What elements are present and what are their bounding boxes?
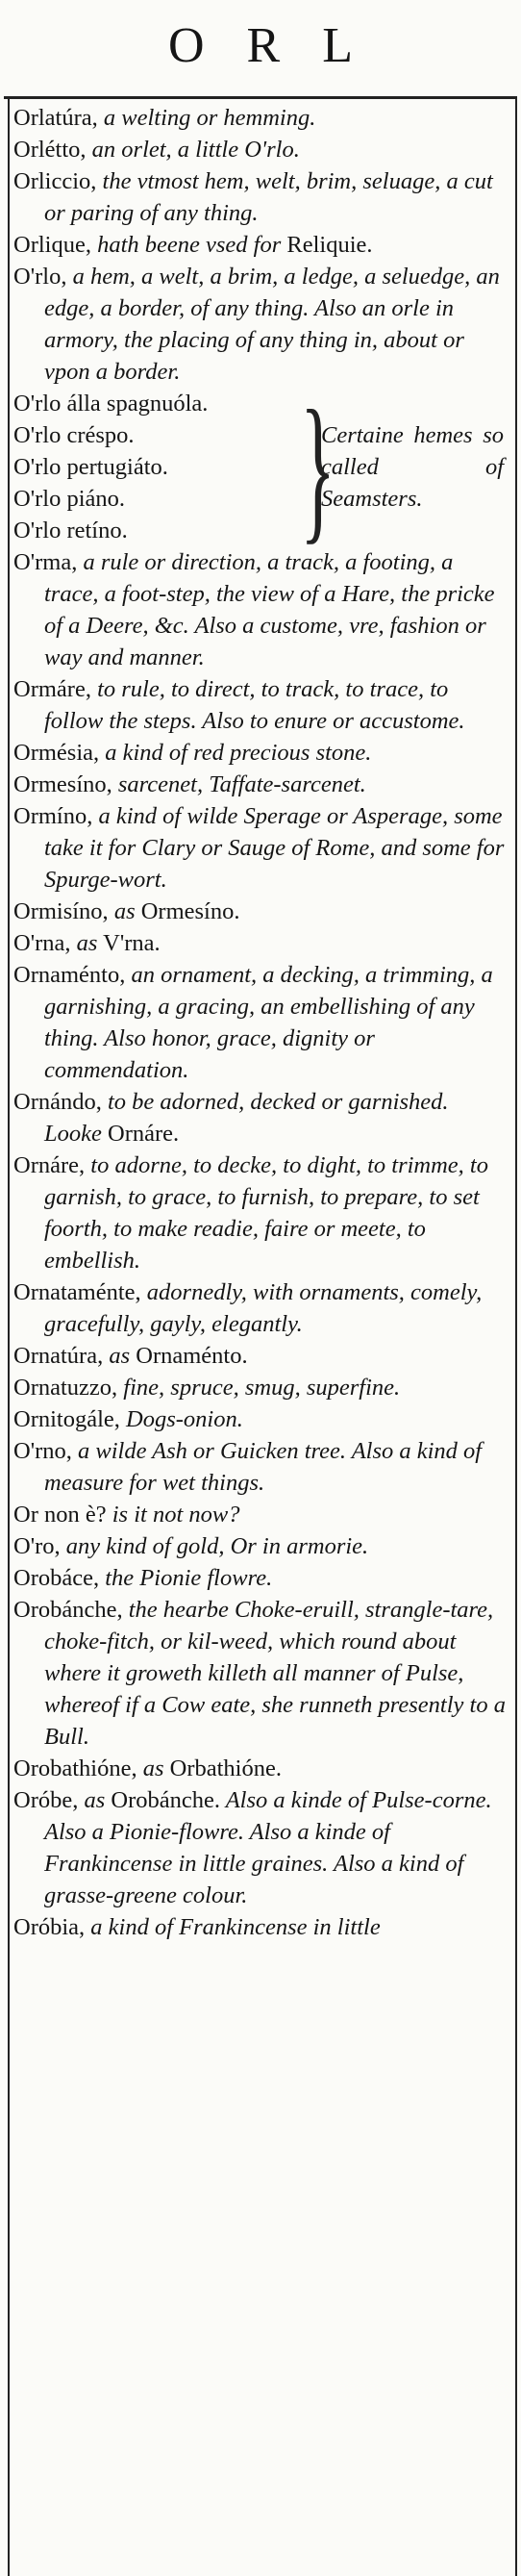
headword: Orlique, <box>13 232 91 258</box>
headword: O'rna, <box>13 930 71 956</box>
dictionary-entry <box>13 1403 509 1435</box>
dictionary-entry <box>13 1753 509 1784</box>
definition-text: Ornaménto. <box>130 1343 248 1369</box>
definition-text: an ornament, a decking, a trimming, a garnishing, a gracing, an embellishing of any thing. Also honor, grace, dignity or commendation. <box>44 962 493 1083</box>
definition-text: an orlet, a little O'rlo. <box>91 137 300 163</box>
definition-text: as <box>76 930 98 956</box>
headword: O'ro, <box>13 1533 61 1559</box>
dictionary-entry <box>13 229 509 261</box>
headword: Orobáce, <box>13 1565 100 1591</box>
dictionary-entry <box>13 1499 509 1530</box>
entry-list <box>13 546 509 1943</box>
definition-text: a kind of Frankincense in little <box>90 1914 381 1940</box>
top-rule <box>4 96 517 99</box>
headword: O'rlo, <box>13 264 67 290</box>
page-header <box>0 0 521 96</box>
headword: Orobánche, <box>13 1597 123 1623</box>
headword: Ornándo, <box>13 1089 102 1115</box>
headword: O'rno, <box>13 1438 72 1464</box>
definition-text: a rule or direction, a track, a footing, a trace, a foot-step, the view of a Hare, the pricke of a Deere, &c. Also a custome, vre, fashion or way and manner. <box>44 549 495 670</box>
dictionary-entry <box>13 1530 509 1562</box>
dictionary-entry <box>13 1149 509 1276</box>
headword: Or non è? <box>13 1502 107 1528</box>
dictionary-entry <box>13 737 509 769</box>
dictionary-entry <box>13 1594 509 1753</box>
definition-text: Also a kinde of Pulse-corne. Also a Pionie-flowre. Also a kinde of Frankincense in little graines. Also a kind of grasse-greene colour. <box>44 1787 492 1908</box>
headword: Ormisíno, <box>13 898 109 924</box>
definition-text: Reliquie. <box>281 232 373 258</box>
definition-text: as <box>84 1787 106 1813</box>
definition-text: V'rna. <box>97 930 161 956</box>
definition-text: the hearbe Choke-eruill, strangle-tare, choke-fitch, or kil-weed, which round about where it groweth killeth all manner of Pulse, whereof if a Cow eate, she runneth presently to a Bull. <box>44 1597 506 1750</box>
headword: Ormíno, <box>13 803 93 829</box>
dictionary-entry <box>13 1784 509 1911</box>
definition-text: to rule, to direct, to track, to trace, to follow the steps. Also to enure or accustome. <box>44 676 465 734</box>
left-rule <box>8 96 10 2576</box>
definition-text: the vtmost hem, welt, brim, seluage, a cut or paring of any thing. <box>44 168 493 226</box>
headword: Ornáre, <box>13 1152 86 1178</box>
definition-text: Orobánche. <box>105 1787 221 1813</box>
headword: Orliccio, <box>13 168 97 194</box>
definition-text: a wilde Ash or Guicken tree. Also a kind of measure for wet things. <box>44 1438 483 1496</box>
dictionary-entry <box>13 165 509 229</box>
definition-text: sarcenet, Taffate-sarcenet. <box>117 771 366 797</box>
group-word: O'rlo pertugiáto. <box>13 454 168 480</box>
definition-text: Orbathióne. <box>163 1755 282 1781</box>
group-word: O'rlo álla spagnuóla. <box>13 391 209 417</box>
dictionary-entry <box>13 769 509 800</box>
headword: Ornatuzzo, <box>13 1375 118 1401</box>
dictionary-entry <box>13 102 509 134</box>
definition-text: the Pionie flowre. <box>105 1565 273 1591</box>
definition-text: adornedly, with ornaments, comely, gracefully, gayly, elegantly. <box>44 1279 483 1337</box>
entry-list <box>13 102 509 388</box>
dictionary-entry <box>13 1911 509 1943</box>
dictionary-entry <box>13 1340 509 1372</box>
definition-text: fine, spruce, smug, superfine. <box>123 1375 401 1401</box>
group-note: Certaine hemes so called of Seamsters. <box>321 422 504 512</box>
dictionary-entry <box>13 673 509 737</box>
definition-text: as <box>142 1755 164 1781</box>
definition-text: a hem, a welt, a brim, a ledge, a seluedge, an edge, a border, of any thing. Also an orle in armory, the placing of any thing in, about or vpon a border. <box>44 264 500 385</box>
group-word: O'rlo créspo. <box>13 422 135 448</box>
dictionary-entry <box>13 1086 509 1149</box>
running-head: ORL <box>168 18 395 73</box>
definition-text: Ornáre. <box>101 1121 180 1147</box>
headword: Ornaménto, <box>13 962 126 988</box>
definition-text: any kind of gold, Or in armorie. <box>65 1533 369 1559</box>
definition-text: to adorne, to decke, to dight, to trimme, to garnish, to grace, to furnish, to prepare, to set foorth, to make readie, faire or meete, to embellish. <box>44 1152 488 1274</box>
definition-text: is it not now? <box>112 1502 240 1528</box>
dictionary-entry <box>13 1276 509 1340</box>
definition-text: Ormesíno. <box>135 898 240 924</box>
right-rule <box>515 96 517 2576</box>
headword: Oróbia, <box>13 1914 86 1940</box>
dictionary-entry <box>13 134 509 165</box>
dictionary-column <box>13 102 509 1943</box>
headword: Ormáre, <box>13 676 91 702</box>
dictionary-entry <box>13 1562 509 1594</box>
headword: Orobathióne, <box>13 1755 137 1781</box>
definition-text: as <box>113 898 136 924</box>
group-word: O'rlo piáno. <box>13 486 126 512</box>
headword: Ornatúra, <box>13 1343 104 1369</box>
hem-group-words <box>13 388 292 546</box>
headword: Oróbe, <box>13 1787 79 1813</box>
dictionary-entry <box>13 261 509 388</box>
headword: Orlétto, <box>13 137 87 163</box>
headword: Ormesíno, <box>13 771 112 797</box>
definition-text: to be adorned, decked or garnished. Looke <box>44 1089 449 1147</box>
definition-text: as <box>109 1343 131 1369</box>
brace: } <box>300 376 335 558</box>
headword: Orlatúra, <box>13 105 98 131</box>
dictionary-entry <box>13 927 509 959</box>
dictionary-entry <box>13 546 509 673</box>
group-word: O'rlo retíno. <box>13 518 128 543</box>
headword: Ornitogále, <box>13 1406 120 1432</box>
dictionary-entry <box>13 1435 509 1499</box>
dictionary-entry <box>13 1372 509 1403</box>
definition-text: a welting or hemming. <box>103 105 316 131</box>
definition-text: Dogs-onion. <box>126 1406 243 1432</box>
dictionary-entry <box>13 896 509 927</box>
headword: O'rma, <box>13 549 78 575</box>
dictionary-entry <box>13 959 509 1086</box>
headword: Ornataménte, <box>13 1279 141 1305</box>
headword: Ormésia, <box>13 740 100 766</box>
definition-text: a kind of red precious stone. <box>105 740 372 766</box>
definition-text: a kind of wilde Sperage or Asperage, some take it for Clary or Sauge of Rome, and some for Spurge-wort. <box>44 803 505 893</box>
hem-group <box>13 376 509 558</box>
dictionary-entry <box>13 800 509 896</box>
definition-text: hath beene vsed for <box>97 232 282 258</box>
